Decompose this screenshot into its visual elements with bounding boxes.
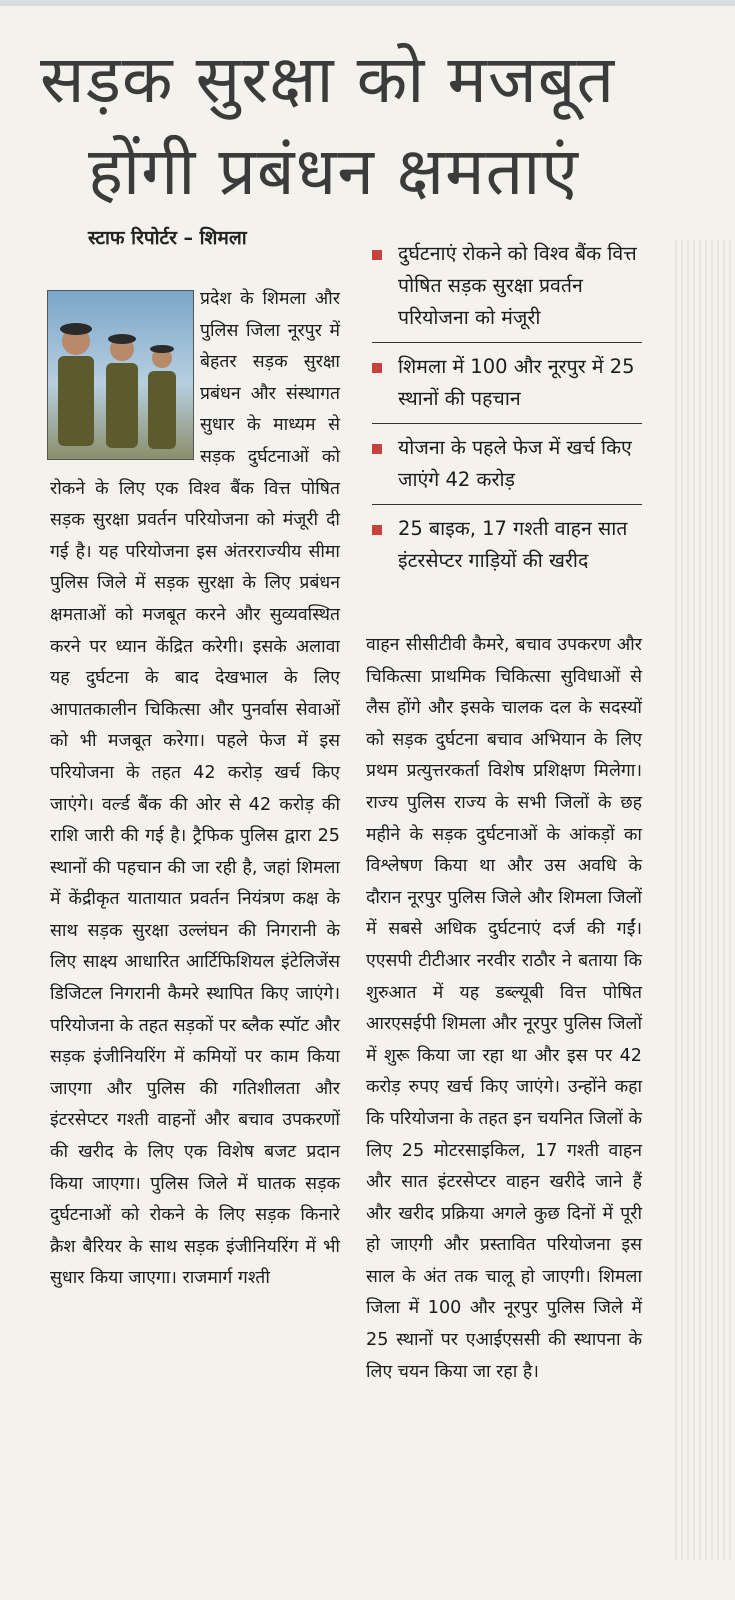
police-officers-photo xyxy=(47,290,194,460)
byline: स्टाफ रिपोर्टर – शिमला xyxy=(88,227,247,249)
article-right-column xyxy=(366,630,642,1388)
highlight-item: योजना के पहले फेज में खर्च किए जाएंगे 42 करोड़ xyxy=(372,432,642,505)
left-column-text: प्रदेश के शिमला और पुलिस जिला नूरपुर में बेहतर सड़क सुरक्षा प्रबंधन और संस्थागत सुधार के माध्यम से सड़क दुर्घटनाओं को रोकने के लिए एक विश्व बैंक वित्त पोषित सड़क सुरक्षा प्रवर्तन परियोजना को मंजूरी दी गई है। यह परियोजना इस अंतरराज्यीय सीमा पुलिस जिले में सड़क सुरक्षा के लिए प्रबंधन क्षमताओं को मजबूत करने और सुव्यवस्थित करने पर ध्यान केंद्रित करेगी। इसके अलावा यह दुर्घटना के बाद देखभाल के लिए आपातकालीन चिकित्सा और पुनर्वास सेवाओं को भी मजबूत करेगा। पहले फेज में इस परियोजना के तहत 42 करोड़ खर्च किए जाएंगे। वर्ल्ड बैंक की ओर से 42 करोड़ की राशि जारी की गई है। ट्रैफिक पुलिस द्वारा 25 स्थानों की पहचान की जा रही है, जहां शिमला में केंद्रीकृत यातायात प्रवर्तन नियंत्रण कक्ष के साथ सड़क सुरक्षा उल्लंघन की निगरानी के लिए साक्ष्य आधारित आर्टिफिशियल इंटेलिजेंस डिजिटल निगरानी कैमरे स्थापित किए जाएंगे। परियोजना के तहत सड़कों पर ब्लैक स्पॉट और सड़क इंजीनियरिंग में कमियों पर काम किया जाएगा और पुलिस की गतिशीलता और इंटरसेप्टर गश्ती वाहनों और बचाव उपकरणों की खरीद के लिए एक विशेष बजट प्रदान किया जाएगा। पुलिस जिले में घातक सड़क दुर्घटनाओं को रोकने के लिए सड़क किनारे क्रैश बैरियर के साथ सड़क इंजीनियरिंग में भी सुधार किया जाएगा। राजमार्ग गश्ती xyxy=(50,289,340,1289)
headline-line-2: होंगी प्रबंधन क्षमताएं xyxy=(88,133,579,210)
top-border xyxy=(0,0,735,6)
red-square-bullet-icon xyxy=(372,525,382,535)
red-square-bullet-icon xyxy=(372,444,382,454)
police-officers-image xyxy=(48,291,193,459)
highlight-item: 25 बाइक, 17 गश्ती वाहन सात इंटरसेप्टर गाड़ियों की खरीद xyxy=(372,513,642,585)
headline xyxy=(40,34,690,218)
highlight-item: दुर्घटनाएं रोकने को विश्व बैंक वित्त पोषित सड़क सुरक्षा प्रवर्तन परियोजना को मंजूरी xyxy=(372,238,642,343)
page-edge-texture xyxy=(675,240,735,1560)
red-square-bullet-icon xyxy=(372,250,382,260)
highlights-list xyxy=(372,238,642,593)
red-square-bullet-icon xyxy=(372,363,382,373)
right-column-text: वाहन सीसीटीवी कैमरे, बचाव उपकरण और चिकित्सा प्राथमिक चिकित्सा सुविधाओं से लैस होंगे और इसके चालक दल के सदस्यों को सड़क दुर्घटना बचाव अभियान के लिए प्रथम प्रत्युत्तरकर्ता विशेष प्रशिक्षण मिलेगा। राज्य पुलिस राज्य के सभी जिलों के छह महीने के सड़क दुर्घटनाओं के आंकड़ों का विश्लेषण किया था और उस अवधि के दौरान नूरपुर पुलिस जिले और शिमला जिलों में सबसे अधिक दुर्घटनाएं दर्ज की गईं। एएसपी टीटीआर नरवीर राठौर ने बताया कि शुरुआत में यह डब्ल्यूबी वित्त पोषित आरएसईपी शिमला और नूरपुर पुलिस जिलों में शुरू किया जा रहा था और इस पर 42 करोड़ रुपए खर्च किए जाएंगे। उन्होंने कहा कि परियोजना के तहत इन चयनित जिलों के लिए 25 मोटरसाइकिल, 17 गश्ती वाहन और सात इंटरसेप्टर वाहन खरीदे जाने हैं और खरीद प्रक्रिया अगले कुछ दिनों में पूरी हो जाएगी और प्रस्तावित परियोजना इस साल के अंत तक चालू हो जाएगी। शिमला जिला में 100 और नूरपुर पुलिस जिले में 25 स्थानों पर एआईएससी की स्थापना के लिए चयन किया जा रहा है। xyxy=(366,635,642,1382)
headline-line-1: सड़क सुरक्षा को मजबूत xyxy=(40,41,616,118)
highlight-item: शिमला में 100 और नूरपुर में 25 स्थानों की पहचान xyxy=(372,351,642,424)
